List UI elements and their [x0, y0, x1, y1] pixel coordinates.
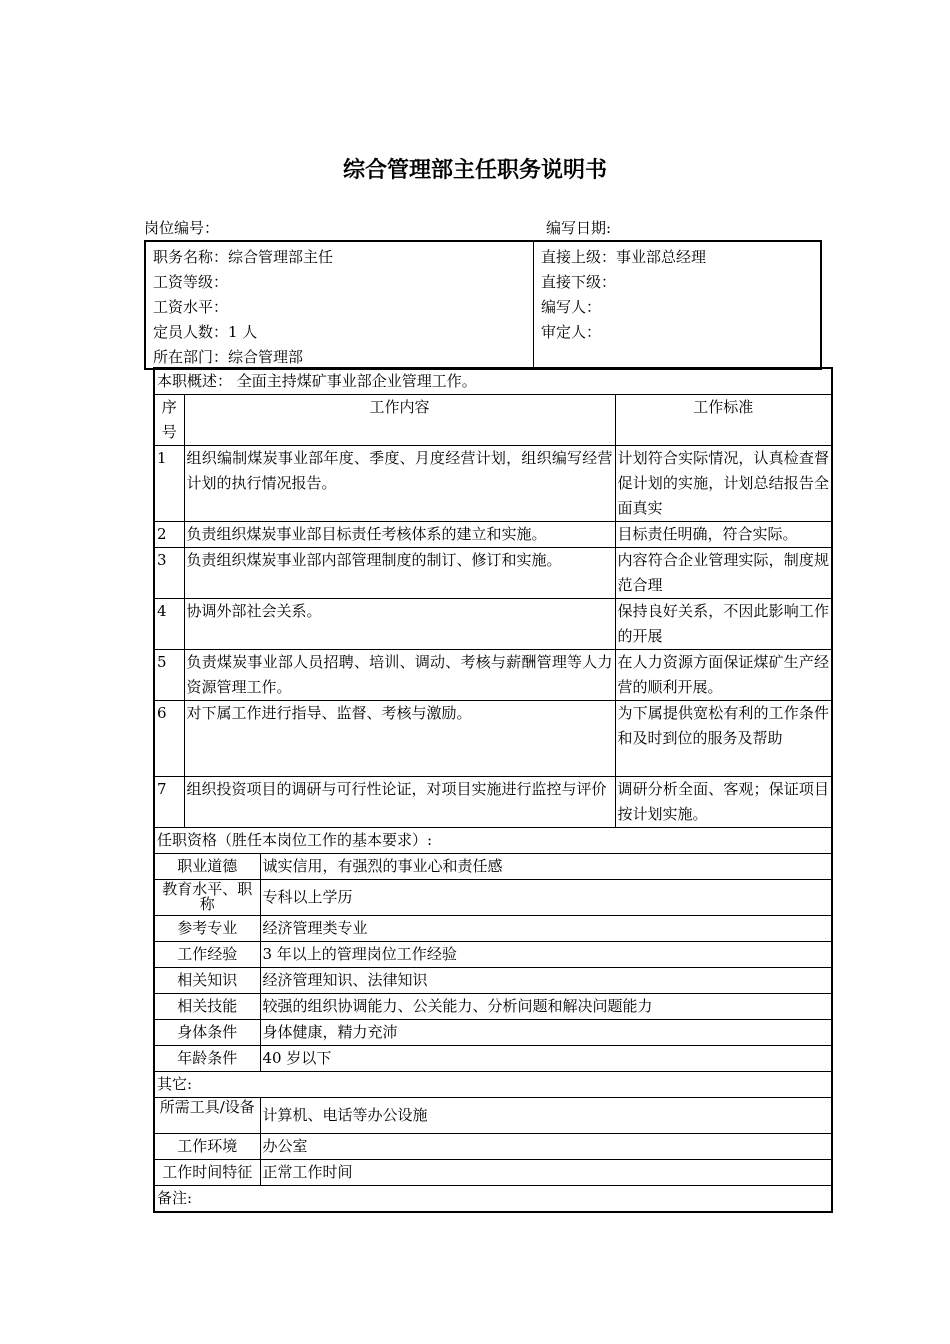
- info-left-column: [153, 245, 333, 370]
- remark-row: [154, 1186, 832, 1213]
- col-header-content: 工作内容: [184, 395, 615, 446]
- duty-no: 4: [154, 599, 184, 650]
- duty-header-row: [154, 395, 832, 446]
- duty-row: [154, 701, 832, 777]
- duty-no: 7: [154, 777, 184, 828]
- salary-grade: 工资等级：: [153, 273, 229, 291]
- duty-no: 5: [154, 650, 184, 701]
- duty-standard: 目标责任明确，符合实际。: [615, 522, 832, 548]
- qualification-row: [154, 994, 832, 1020]
- qualification-value: 身体健康，精力充沛: [260, 1020, 832, 1046]
- duty-standard: 内容符合企业管理实际，制度规范合理: [615, 548, 832, 599]
- qualification-value: 较强的组织协调能力、公关能力、分析问题和解决问题能力: [260, 994, 832, 1020]
- other-title-row: [154, 1072, 832, 1098]
- remark-text: 备注:: [154, 1186, 832, 1213]
- overview-row: [154, 368, 832, 395]
- post-number-label: 岗位编号：: [144, 219, 220, 237]
- col-header-no: 序号: [154, 395, 184, 446]
- direct-superior: 直接上级：事业部总经理: [541, 248, 707, 266]
- qualification-value: 经济管理类专业: [260, 916, 832, 942]
- duty-no: 1: [154, 446, 184, 522]
- duty-content: 负责煤炭事业部人员招聘、培训、调动、考核与薪酬管理等人力资源管理工作。: [184, 650, 615, 701]
- qualification-value: 40 岁以下: [260, 1046, 832, 1072]
- qualification-row: [154, 1020, 832, 1046]
- qualification-row: [154, 880, 832, 916]
- qualification-row: [154, 942, 832, 968]
- info-right-column: [541, 245, 706, 345]
- write-date-label: 编写日期:: [546, 219, 612, 237]
- duty-content: 负责组织煤炭事业部目标责任考核体系的建立和实施。: [184, 522, 615, 548]
- duty-standard: 在人力资源方面保证煤矿生产经营的顺利开展。: [615, 650, 832, 701]
- document-title: 综合管理部主任职务说明书: [342, 158, 607, 183]
- writer: 编写人：: [541, 298, 602, 316]
- direct-subordinate: 直接下级：: [541, 273, 617, 291]
- salary-level: 工资水平：: [153, 298, 229, 316]
- other-title: 其它:: [154, 1072, 832, 1098]
- duty-content: 组织编制煤炭事业部年度、季度、月度经营计划，组织编写经营计划的执行情况报告。: [184, 446, 615, 522]
- qualification-value: 经济管理知识、法律知识: [260, 968, 832, 994]
- other-label: 工作时间特征: [154, 1160, 260, 1186]
- other-value: 计算机、电话等办公设施: [260, 1098, 832, 1134]
- approver: 审定人：: [541, 323, 602, 341]
- qualification-title: 任职资格（胜任本岗位工作的基本要求）:: [154, 828, 832, 854]
- department: 所在部门：综合管理部: [153, 348, 304, 366]
- duty-content: 负责组织煤炭事业部内部管理制度的制订、修订和实施。: [184, 548, 615, 599]
- duty-content: 组织投资项目的调研与可行性论证，对项目实施进行监控与评价: [184, 777, 615, 828]
- qualification-value: 诚实信用，有强烈的事业心和责任感: [260, 854, 832, 880]
- duty-standard: 为下属提供宽松有利的工作条件和及时到位的服务及帮助: [615, 701, 832, 777]
- basic-info-box: [144, 240, 822, 370]
- qualification-value: 专科以上学历: [260, 880, 832, 916]
- position-name: 职务名称：综合管理部主任: [153, 248, 334, 266]
- qualification-label: 工作经验: [154, 942, 260, 968]
- other-row: [154, 1160, 832, 1186]
- job-description-table: [153, 367, 833, 1213]
- duty-content: 对下属工作进行指导、监督、考核与激励。: [184, 701, 615, 777]
- other-value: 正常工作时间: [260, 1160, 832, 1186]
- qualification-label: 参考专业: [154, 916, 260, 942]
- qualification-row: [154, 968, 832, 994]
- qualification-label: 年龄条件: [154, 1046, 260, 1072]
- qualification-row: [154, 854, 832, 880]
- duty-no: 6: [154, 701, 184, 777]
- qualification-row: [154, 916, 832, 942]
- duty-standard: 计划符合实际情况，认真检查督促计划的实施，计划总结报告全面真实: [615, 446, 832, 522]
- info-divider: [533, 242, 534, 368]
- duty-content: 协调外部社会关系。: [184, 599, 615, 650]
- duty-row: [154, 599, 832, 650]
- duty-row: [154, 650, 832, 701]
- duty-no: 3: [154, 548, 184, 599]
- other-row: [154, 1134, 832, 1160]
- duty-no: 2: [154, 522, 184, 548]
- qualification-label: 教育水平、职称: [154, 880, 260, 916]
- qualification-title-row: [154, 828, 832, 854]
- qualification-label: 相关技能: [154, 994, 260, 1020]
- duty-standard: 调研分析全面、客观；保证项目按计划实施。: [615, 777, 832, 828]
- staff-quota: 定员人数：1 人: [153, 323, 258, 341]
- qualification-row: [154, 1046, 832, 1072]
- qualification-label: 相关知识: [154, 968, 260, 994]
- col-header-standard: 工作标准: [615, 395, 832, 446]
- other-value: 办公室: [260, 1134, 832, 1160]
- duty-row: [154, 446, 832, 522]
- duty-standard: 保持良好关系，不因此影响工作的开展: [615, 599, 832, 650]
- qualification-value: 3 年以上的管理岗位工作经验: [260, 942, 832, 968]
- other-label: 所需工具/设备: [154, 1098, 260, 1134]
- qualification-label: 身体条件: [154, 1020, 260, 1046]
- duty-row: [154, 777, 832, 828]
- duty-row: [154, 548, 832, 599]
- other-row: [154, 1098, 832, 1134]
- duty-row: [154, 522, 832, 548]
- other-label: 工作环境: [154, 1134, 260, 1160]
- qualification-label: 职业道德: [154, 854, 260, 880]
- overview-text: 本职概述： 全面主持煤矿事业部企业管理工作。: [154, 368, 832, 395]
